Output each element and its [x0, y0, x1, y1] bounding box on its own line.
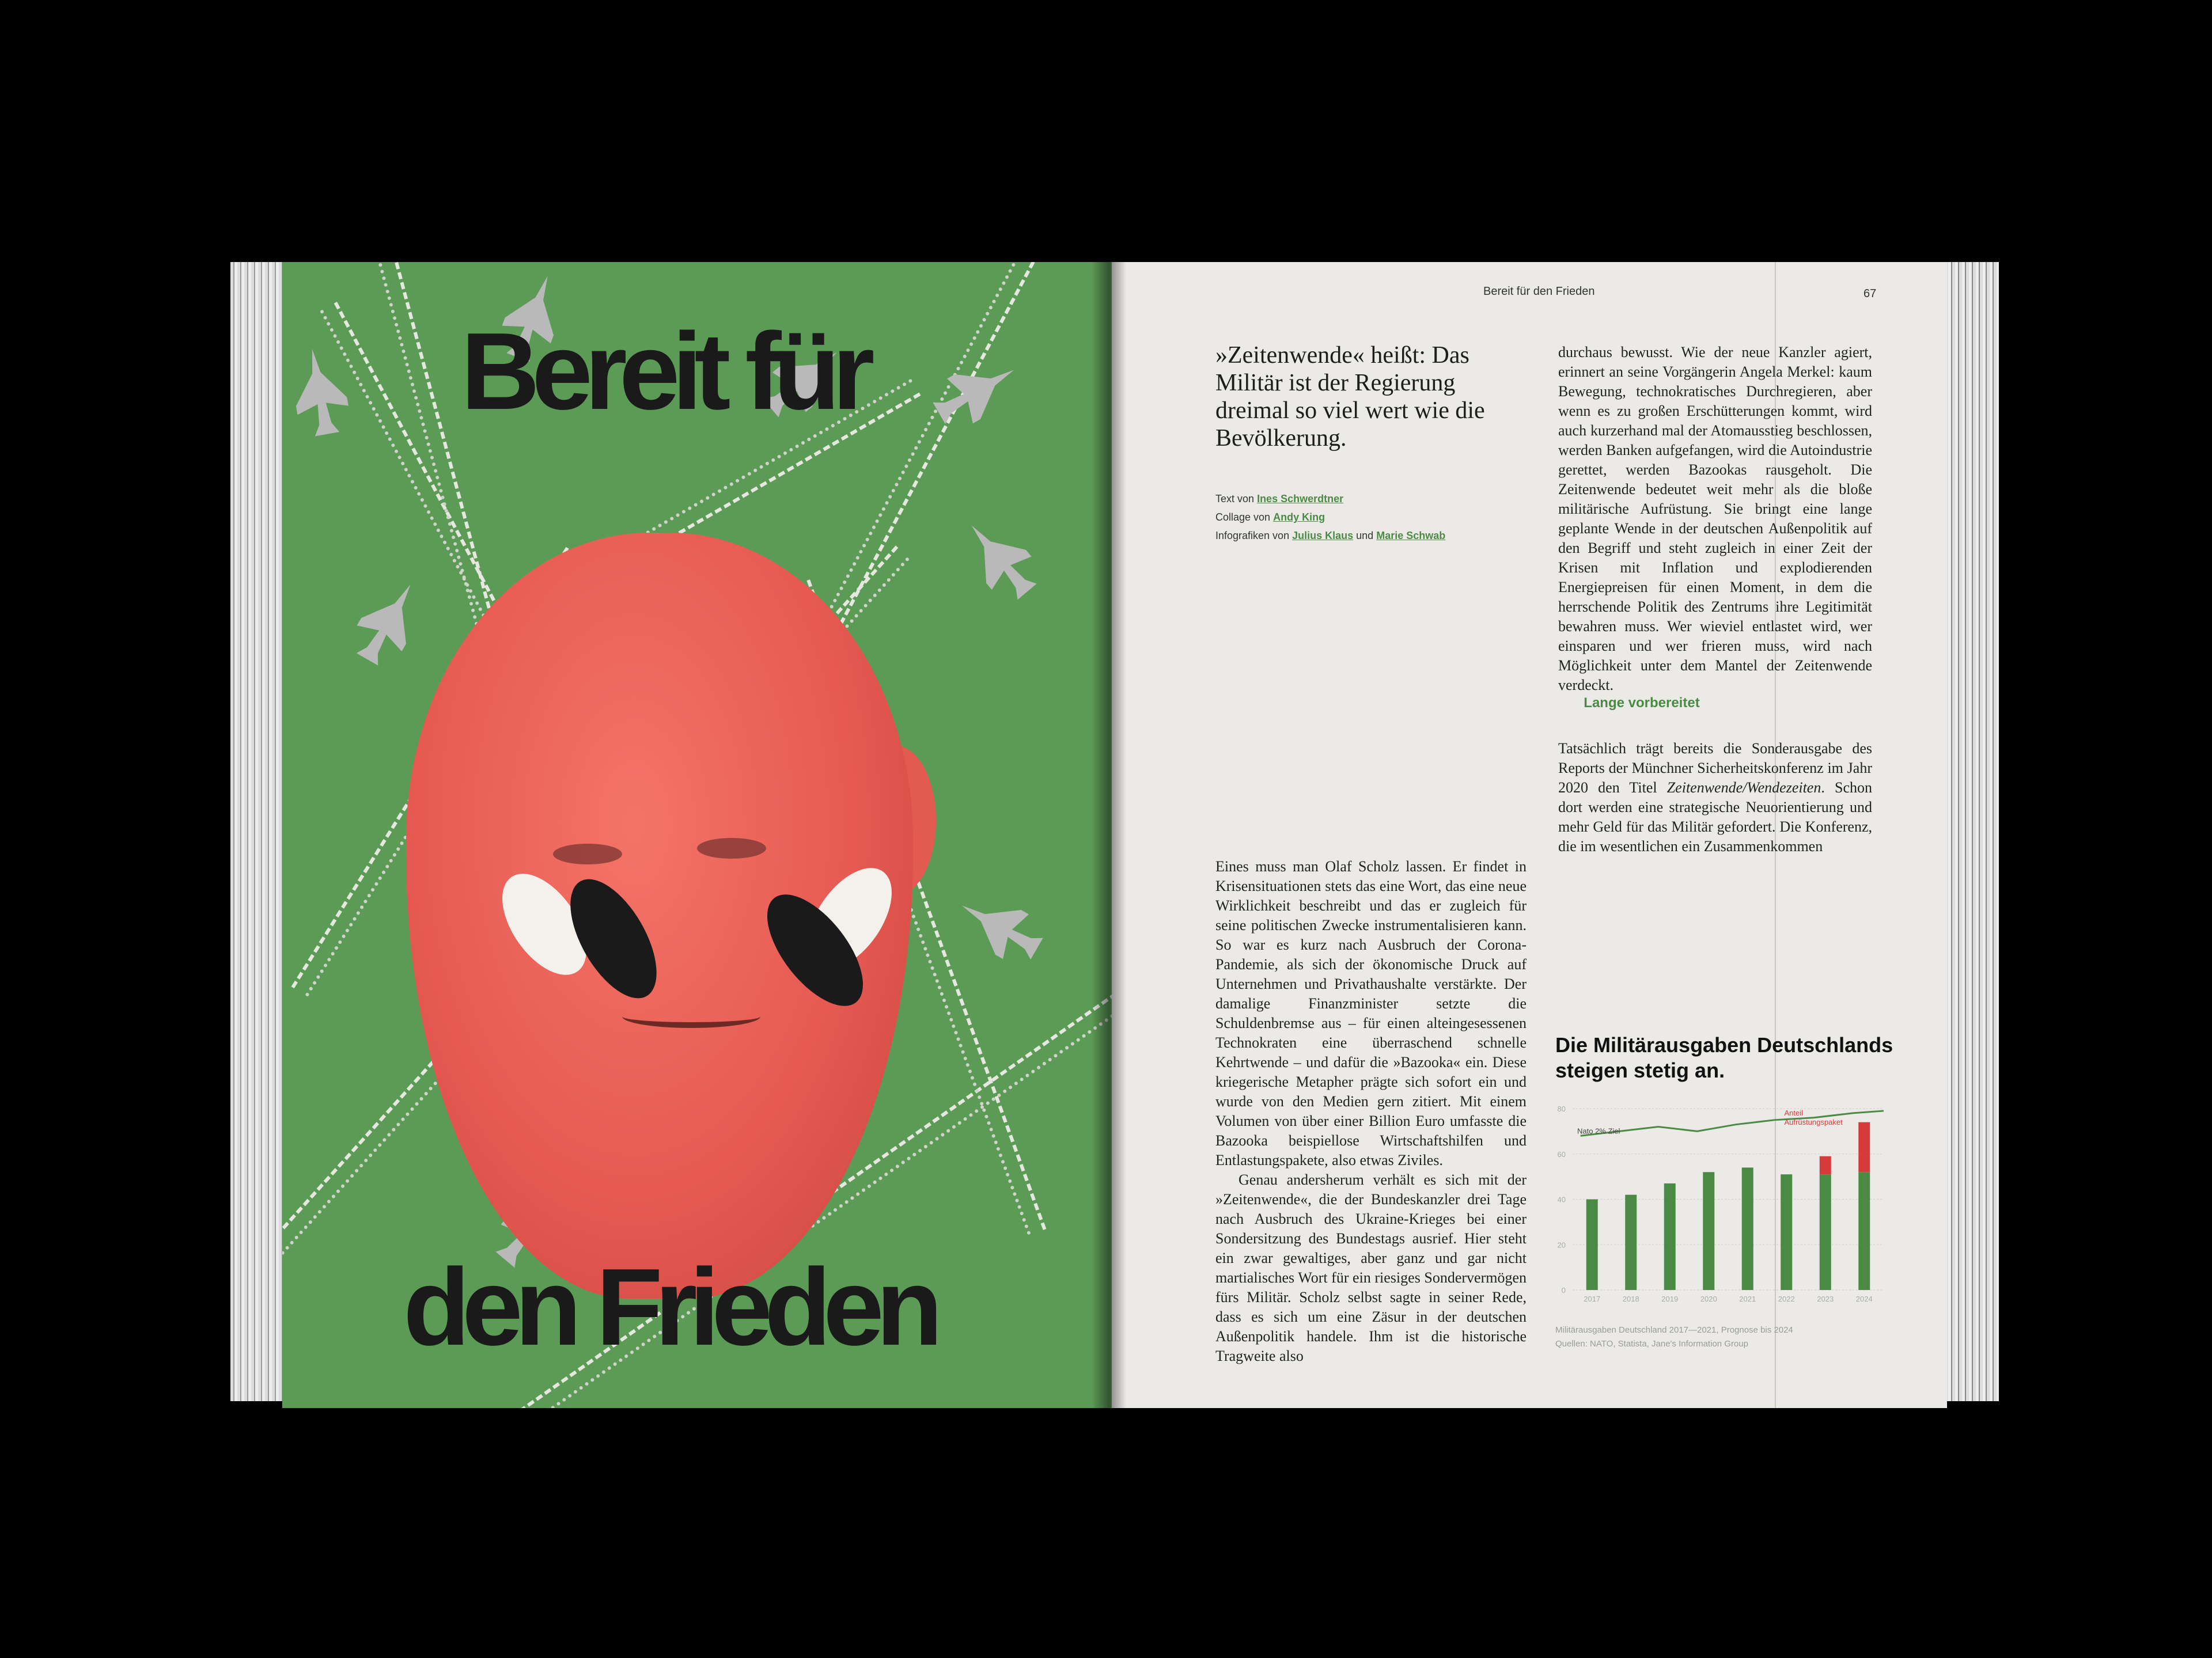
chart-source: Quellen: NATO, Statista, Jane's Information Group	[1555, 1339, 1748, 1349]
body-column-2-continued	[1558, 739, 1872, 856]
bar	[1858, 1172, 1870, 1290]
credit-label: Text von	[1215, 493, 1255, 504]
y-tick-label: 40	[1557, 1195, 1566, 1204]
deck-quote: »Zeitenwende« heißt: Das Militär ist der Regierung dreimal so viel wert wie die Bevölkerung.	[1215, 342, 1485, 452]
credit-label: Infografiken von	[1215, 530, 1290, 541]
eye-right	[697, 838, 766, 859]
fighter-jet-icon	[345, 572, 433, 673]
nato-line-label: Nato 2% Ziel	[1577, 1126, 1620, 1136]
bar	[1664, 1183, 1676, 1290]
mouth	[622, 1005, 760, 1028]
chart-caption-line: Militärausgaben Deutschland 2017—2021, Prognose bis 2024	[1555, 1325, 1793, 1335]
body-column-1	[1215, 857, 1527, 1366]
bar	[1703, 1172, 1714, 1290]
infographic-artist-link[interactable]: Julius Klaus	[1292, 530, 1354, 541]
bar	[1742, 1167, 1753, 1290]
bar	[1820, 1174, 1831, 1290]
x-tick-label: 2022	[1778, 1295, 1795, 1303]
bar-aufruestung	[1820, 1156, 1831, 1175]
credits	[1215, 490, 1445, 545]
military-spending-chart	[1550, 1103, 1889, 1310]
x-tick-label: 2017	[1584, 1295, 1601, 1303]
y-tick-label: 0	[1561, 1286, 1566, 1295]
x-tick-label: 2023	[1817, 1295, 1834, 1303]
page-number: 67	[1863, 287, 1877, 300]
title-line-1: Bereit für	[461, 310, 867, 432]
page-edges-right	[1941, 262, 1999, 1401]
author-link[interactable]: Ines Schwerdtner	[1257, 493, 1344, 504]
report-title: Zeitenwende/Wendezeiten	[1666, 779, 1821, 796]
y-tick-label: 60	[1557, 1149, 1566, 1159]
series-label: Anteil	[1784, 1108, 1804, 1117]
body-column-2	[1558, 343, 1872, 695]
title-line-2: den Frieden	[403, 1246, 935, 1368]
y-tick-label: 20	[1557, 1240, 1566, 1250]
chart-title: Die Militärausgaben Deutschlands steigen stetig an.	[1555, 1033, 1893, 1082]
eye-left	[553, 844, 622, 864]
book-gutter	[1092, 262, 1126, 1408]
paragraph: Eines muss man Olaf Scholz lassen. Er findet in Krisensituationen stets das eine Wort, das eine neue Wirklichkeit beschreibt und das er zugleich für seine politischen Zwecke instrumentalisieren kann. So war es kurz nach Ausbruch der Corona-Pandemie, als sich der ökonomische Druck auf Unternehmen und Privathaushalte verstärkte. Der damalige Finanzminister setzte die Schuldenbremse aus – für einen alteingesessenen Technokraten eine überraschend schnelle Kehrtwende – und dafür die »Bazooka« ein. Diese kriegerische Metapher prägte sich sofort ein und wurde von den Medien gern zitiert. Mit einem Volumen von über einer Billion Euro umfasste die Bazooka beispiellose Wirtschaftshilfen und Entlastungspakete, also etwas Ziviles.	[1215, 858, 1527, 1168]
fighter-jet-icon	[287, 344, 353, 438]
x-tick-label: 2018	[1622, 1295, 1639, 1303]
subhead: Lange vorbereitet	[1584, 695, 1700, 711]
bar	[1586, 1200, 1598, 1291]
paragraph: Genau andersherum verhält es sich mit der »Zeitenwende«, die der Bundeskanzler drei Tage nach Ausbruch des Ukraine-Krieges bei einer Sondersitzung des Bundestags ausrief. Hier steht ein zwar gewaltiges, aber ganz und gar nicht martialisches Wort für ein riesiges Sondervermögen fürs Militär. Scholz selbst sagte in seiner Rede, dass es sich um eine Zäsur in der deutschen Außenpolitik handele. Ihm ist die historische Tragweite also	[1215, 1171, 1527, 1364]
y-tick-label: 80	[1557, 1105, 1566, 1113]
fighter-jet-icon	[952, 509, 1047, 609]
x-tick-label: 2019	[1661, 1295, 1679, 1303]
bar-aufruestung	[1858, 1122, 1870, 1173]
page-edges-left	[230, 262, 282, 1401]
bar	[1781, 1174, 1792, 1290]
running-head: Bereit für den Frieden	[1483, 285, 1595, 298]
paragraph: Tatsächlich trägt bereits die Sonderausgabe des Reports der Münchner Sicherheitskonferenz im Jahr 2020 den Titel	[1558, 740, 1872, 796]
x-tick-label: 2020	[1700, 1295, 1717, 1303]
paragraph: durchaus bewusst. Wie der neue Kanzler agiert, erinnert an seine Vorgängerin Angela Merkel: kaum Bewegung, technokratisches Durchregieren, aber wenn es zu großen Erschütterungen kommt, wird auch kurzerhand mal der Atomausstieg beschlossen, werden Banken aufgefangen, wird die Autoindustrie gerettet, werden Bazookas rausgeholt. Die Zeitenwende bedeutet weit mehr als die bloße militärische Aufrüstung. Sie bringt eine lange geplante Wende in der deutschen Außenpolitik auf den Begriff und steht zugleich in einer Zeit der Krisen mit Inflation und explodierenden Energiepreisen für einen Moment, in dem die herrschende Politik des Zentrums ihre Legitimität bewahren muss. Wer wieviel entlastet wird, wer einsparen und wer frieren muss, wird nach Möglichkeit unter dem Mantel der Zeitenwende verdeckt.	[1558, 344, 1872, 693]
chart-caption	[1555, 1323, 1793, 1351]
bar	[1625, 1195, 1637, 1290]
right-page	[1112, 262, 1947, 1408]
credit-label: Collage von	[1215, 511, 1271, 523]
series-label: Aufrüstungspaket	[1784, 1117, 1843, 1126]
fighter-jet-icon	[949, 883, 1050, 972]
collage-artist-link[interactable]: Andy King	[1273, 511, 1325, 523]
paragraph: . Schon dort werden eine strategische Neuorientierung und mehr Geld für das Militär gefordert. Die Konferenz, die im wesentlichen ein Zusammenkommen	[1558, 779, 1873, 855]
x-tick-label: 2024	[1855, 1295, 1873, 1303]
left-page-collage	[282, 262, 1112, 1408]
credit-and: und	[1356, 530, 1374, 541]
x-tick-label: 2021	[1739, 1295, 1756, 1303]
infographic-artist-link[interactable]: Marie Schwab	[1376, 530, 1446, 541]
